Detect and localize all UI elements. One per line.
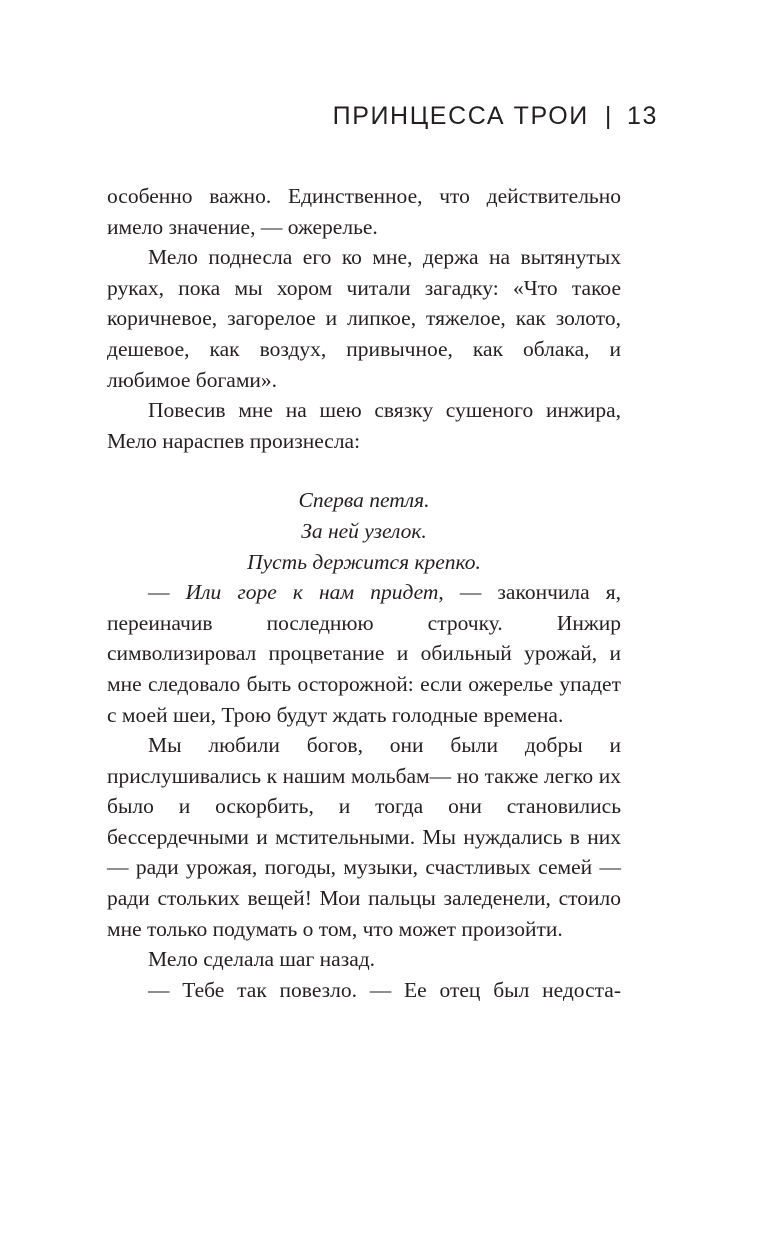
paragraph-3: Повесив мне на шею связку сушеного инжира, Мело нараспев произнесла: — [107, 398, 621, 453]
paragraph-4-dash: — — [148, 580, 186, 605]
paragraph-4-italic: Или горе к нам придет — [185, 580, 439, 605]
paragraph-5: Мы любили богов, они были добры и прислушивались к нашим мольбам— но также легко их было и оскорбить, и тогда они становились бессердечными и мстительными. Мы нуждались в них — ради урожая, погоды, музыки, счастливых семей — ради стольких вещей! Мои пальцы заледенели, стоило мне только подумать о том, что может произойти. — [107, 733, 621, 941]
paragraph-4-rest: , — закончила я, переиначив последнюю строчку. Инжир символизировал процветание и обильный урожай, и мне следовало быть осторожной: если ожерелье упадет с моей шеи, Трою будут ждать голодные времена. — [107, 580, 622, 727]
paragraph-1: особенно важно. Единственное, что действительно имело значение, — ожерелье. — [107, 184, 621, 239]
paragraph-6: Мело сделала шаг назад. — [148, 947, 376, 972]
poem — [107, 485, 621, 577]
running-head — [333, 98, 658, 134]
header-separator: | — [604, 102, 613, 130]
paragraph-4 — [107, 577, 621, 730]
poem-line-3: Пусть держится крепко. — [247, 549, 481, 574]
paragraph-7: — Тебе так повезло. — Ее отец был недоста- — [148, 977, 621, 1002]
paragraph-2: Мело поднесла его ко мне, держа на вытянутых руках, пока мы хором читали загадку: «Что такое коричневое, загорелое и липкое, тяжелое, как золото, дешевое, как воздух, привычное, как облака, и любимое богами». — [107, 245, 621, 392]
body-text — [107, 181, 621, 1005]
book-title: ПРИНЦЕССА ТРОИ — [332, 102, 589, 130]
page-number: 13 — [626, 102, 658, 130]
poem-line-1: Сперва петля. — [298, 488, 430, 513]
poem-line-2: За ней узелок. — [301, 518, 427, 543]
